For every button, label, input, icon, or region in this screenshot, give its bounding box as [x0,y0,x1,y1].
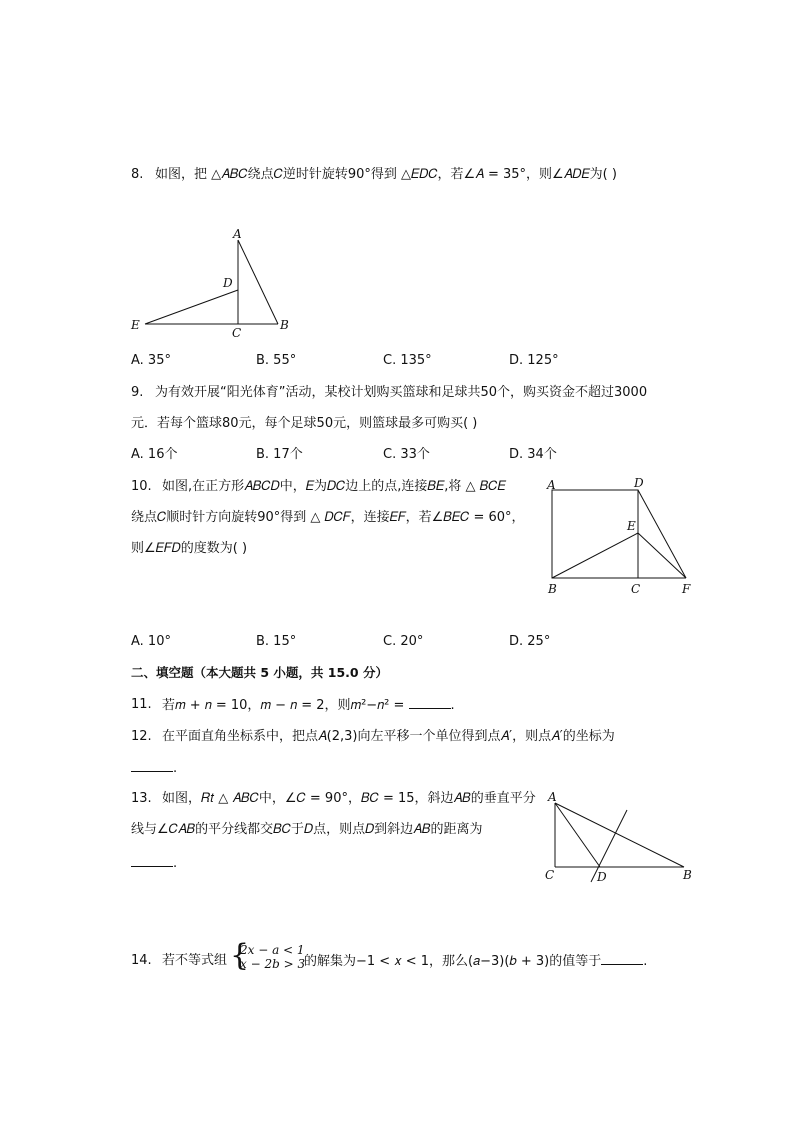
q11-number: 11. [131,697,152,712]
q13-label-D: D [597,870,607,884]
q8-option-b: B. 55° [256,353,297,368]
q10-option-c: C. 20° [383,634,424,649]
q13-label-A: A [548,790,557,804]
q10-label-F: F [682,582,691,596]
q8-option-c: C. 135° [383,353,432,368]
q12-number: 12. [131,729,152,744]
q14-number: 14. [131,953,152,968]
q11-text: 若𝑚 + 𝑛 = 10，𝑚 − 𝑛 = 2，则𝑚²−𝑛² = [162,698,409,713]
q10-line2: 绕点𝐶顺时针方向旋转90°得到 △ 𝐷𝐶𝐹，连接𝐸𝐹，若∠𝐵𝐸𝐶 = 60°， [131,510,525,525]
q13-number: 13. [131,791,152,806]
q10-label-A: A [547,478,556,492]
q10-line3: 则∠𝐸𝐹𝐷的度数为( ) [131,541,248,556]
q9-line1: 为有效开展“阳光体育”活动，某校计划购买篮球和足球共50个，购买资金不超过3000 [155,385,648,400]
q14-answer-blank[interactable] [601,952,643,965]
q14-pre: 若不等式组 [162,953,228,968]
q14-system-line2: 𝑥 − 2𝑏 > 3 [240,957,306,971]
q9-line2: 元．若每个篮球80元，每个足球50元，则篮球最多可购买( ) [131,416,478,431]
q9-option-c: C. 33个 [383,447,430,462]
q9-option-d: D. 34个 [509,447,557,462]
q10-option-a: A. 10° [131,634,171,649]
q8-label-B: B [280,318,289,332]
q8-option-a: A. 35° [131,353,171,368]
q10-line1: 如图,在正方形𝐴𝐵𝐶𝐷中，𝐸为𝐷𝐶边上的点,连接𝐵𝐸,将 △ 𝐵𝐶𝐸 [162,479,506,494]
q12-end: . [173,761,178,776]
q14-system-line1: 2𝑥 − 𝑎 < 1 [240,943,305,957]
q8-label-A: A [233,227,242,241]
q12-text: 在平面直角坐标系中，把点𝐴(2,3)向左平移一个单位得到点𝐴′，则点𝐴′的坐标为 [162,729,615,744]
q13-line1: 如图，𝑅𝑡 △ 𝐴𝐵𝐶中，∠𝐶 = 90°，𝐵𝐶 = 15，斜边𝐴𝐵的垂直平分 [162,791,536,806]
q10-label-D: D [634,476,644,490]
q13-line2: 线与∠𝐶𝐴𝐵的平分线都交𝐵𝐶于𝐷点，则点𝐷到斜边𝐴𝐵的距离为 [131,822,483,837]
q10-label-B: B [548,582,557,596]
q13-end: . [173,856,178,871]
q10-label-C: C [631,582,641,596]
q14-post-row [304,952,647,971]
q8-label-D: D [223,276,233,290]
q11-end: . [450,698,455,713]
q10-option-b: B. 15° [256,634,297,649]
q9-option-b: B. 17个 [256,447,303,462]
q14-end: . [643,954,648,969]
q8-label-E: E [131,318,140,332]
q14-system-brace: { [230,938,250,973]
q14-post: 的解集为−1 < 𝑥 < 1，那么(𝑎−3)(𝑏 + 3)的值等于 [304,954,602,969]
q8-option-d: D. 125° [509,353,559,368]
q9-option-a: A. 16个 [131,447,178,462]
q8-label-C: C [232,326,242,340]
q8-text: 如图，把 △𝐴𝐵𝐶绕点𝐶逆时针旋转90°得到 △𝐸𝐷𝐶，若∠𝐴 = 35°，则∠𝐴𝐷𝐸为( ) [155,167,617,182]
q10-label-E: E [627,519,636,533]
q13-label-B: B [683,868,692,882]
q10-option-d: D. 25° [509,634,551,649]
q10-number: 10. [131,479,152,494]
q8-number: 8. [131,167,144,182]
section-heading: 二、填空题（本大题共 5 小题，共 15.0 分） [131,665,388,680]
q13-label-C: C [545,868,555,882]
q9-number: 9. [131,385,144,400]
